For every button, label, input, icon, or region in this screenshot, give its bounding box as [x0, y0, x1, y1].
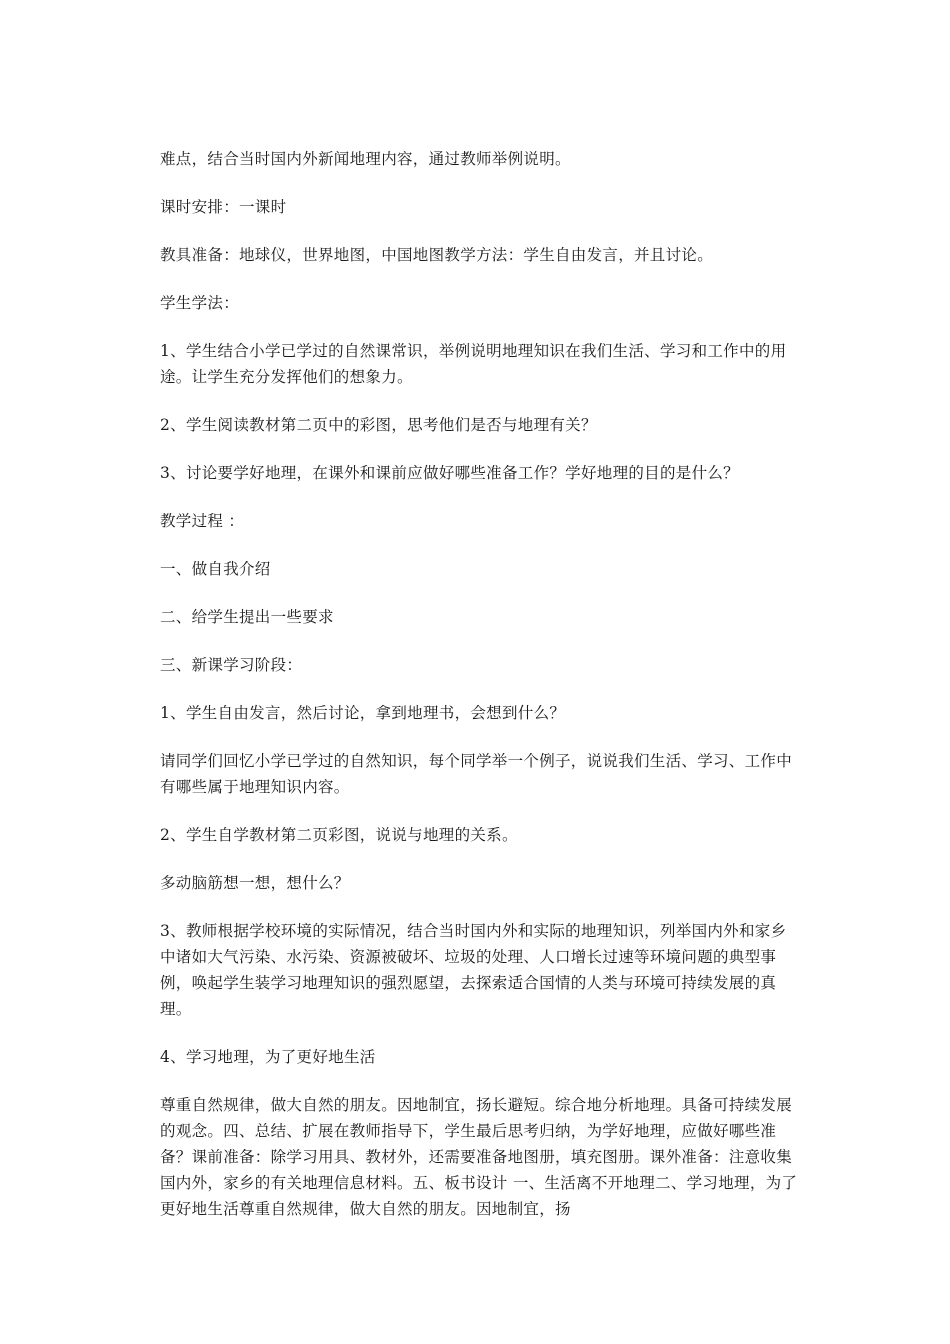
paragraph-difficulty: 难点，结合当时国内外新闻地理内容，通过教师举例说明。 [160, 150, 571, 168]
paragraph-new-lesson-4: 4、学习地理，为了更好地生活 [160, 1048, 376, 1066]
paragraph-new-lesson-2: 2、学生自学教材第二页彩图，说说与地理的关系。 [160, 826, 518, 844]
paragraph-step-2: 二、给学生提出一些要求 [160, 608, 334, 626]
paragraph-new-lesson-3: 3、教师根据学校环境的实际情况，结合当时国内外和实际的地理知识，列举国内外和家乡中诸如大气污染、水污染、资源被破坏、垃圾的处理、人口增长过速等环境问题的典型事例，唤起学生装学习地理知识的强烈愿望，去探索适合国情的人类与环境可持续发展的真理。 [160, 922, 787, 1018]
paragraph-new-lesson-1: 1、学生自由发言，然后讨论，拿到地理书，会想到什么？ [160, 704, 566, 722]
paragraph-study-method-heading: 学生学法： [160, 294, 240, 312]
paragraph-study-method-2: 2、学生阅读教材第二页中的彩图，思考他们是否与地理有关？ [160, 416, 597, 434]
paragraph-study-method-1: 1、学生结合小学已学过的自然课常识，举例说明地理知识在我们生活、学习和工作中的用途。让学生充分发挥他们的想象力。 [160, 342, 787, 386]
paragraph-process-heading: 教学过程 ： [160, 512, 245, 530]
paragraph-schedule: 课时安排：一课时 [160, 198, 287, 216]
paragraph-step-1: 一、做自我介绍 [160, 560, 271, 578]
paragraph-study-method-3: 3、讨论要学好地理，在课外和课前应做好哪些准备工作？学好地理的目的是什么？ [160, 464, 739, 482]
document-body [160, 146, 800, 1244]
paragraph-teaching-aids: 教具准备：地球仪，世界地图，中国地图教学方法：学生自由发言，并且讨论。 [160, 246, 714, 264]
paragraph-new-lesson-recall: 请同学们回忆小学已学过的自然知识，每个同学举一个例子，说说我们生活、学习、工作中有哪些属于地理知识内容。 [160, 752, 793, 796]
paragraph-step-3: 三、新课学习阶段： [160, 656, 303, 674]
paragraph-summary: 尊重自然规律，做大自然的朋友。因地制宜，扬长避短。综合地分析地理。具备可持续发展的观念。四、总结、扩展在教师指导下，学生最后思考归纳，为学好地理，应做好哪些准备？课前准备：除学习用具、教材外，还需要准备地图册，填充图册。课外准备：注意收集国内外，家乡的有关地理信息材料。五、板书设计 一、生活离不开地理二、学习地理，为了更好地生活尊重自然规律，做大自然的朋友。因地制宜，扬 [160, 1096, 798, 1218]
paragraph-think: 多动脑筋想一想，想什么？ [160, 874, 350, 892]
